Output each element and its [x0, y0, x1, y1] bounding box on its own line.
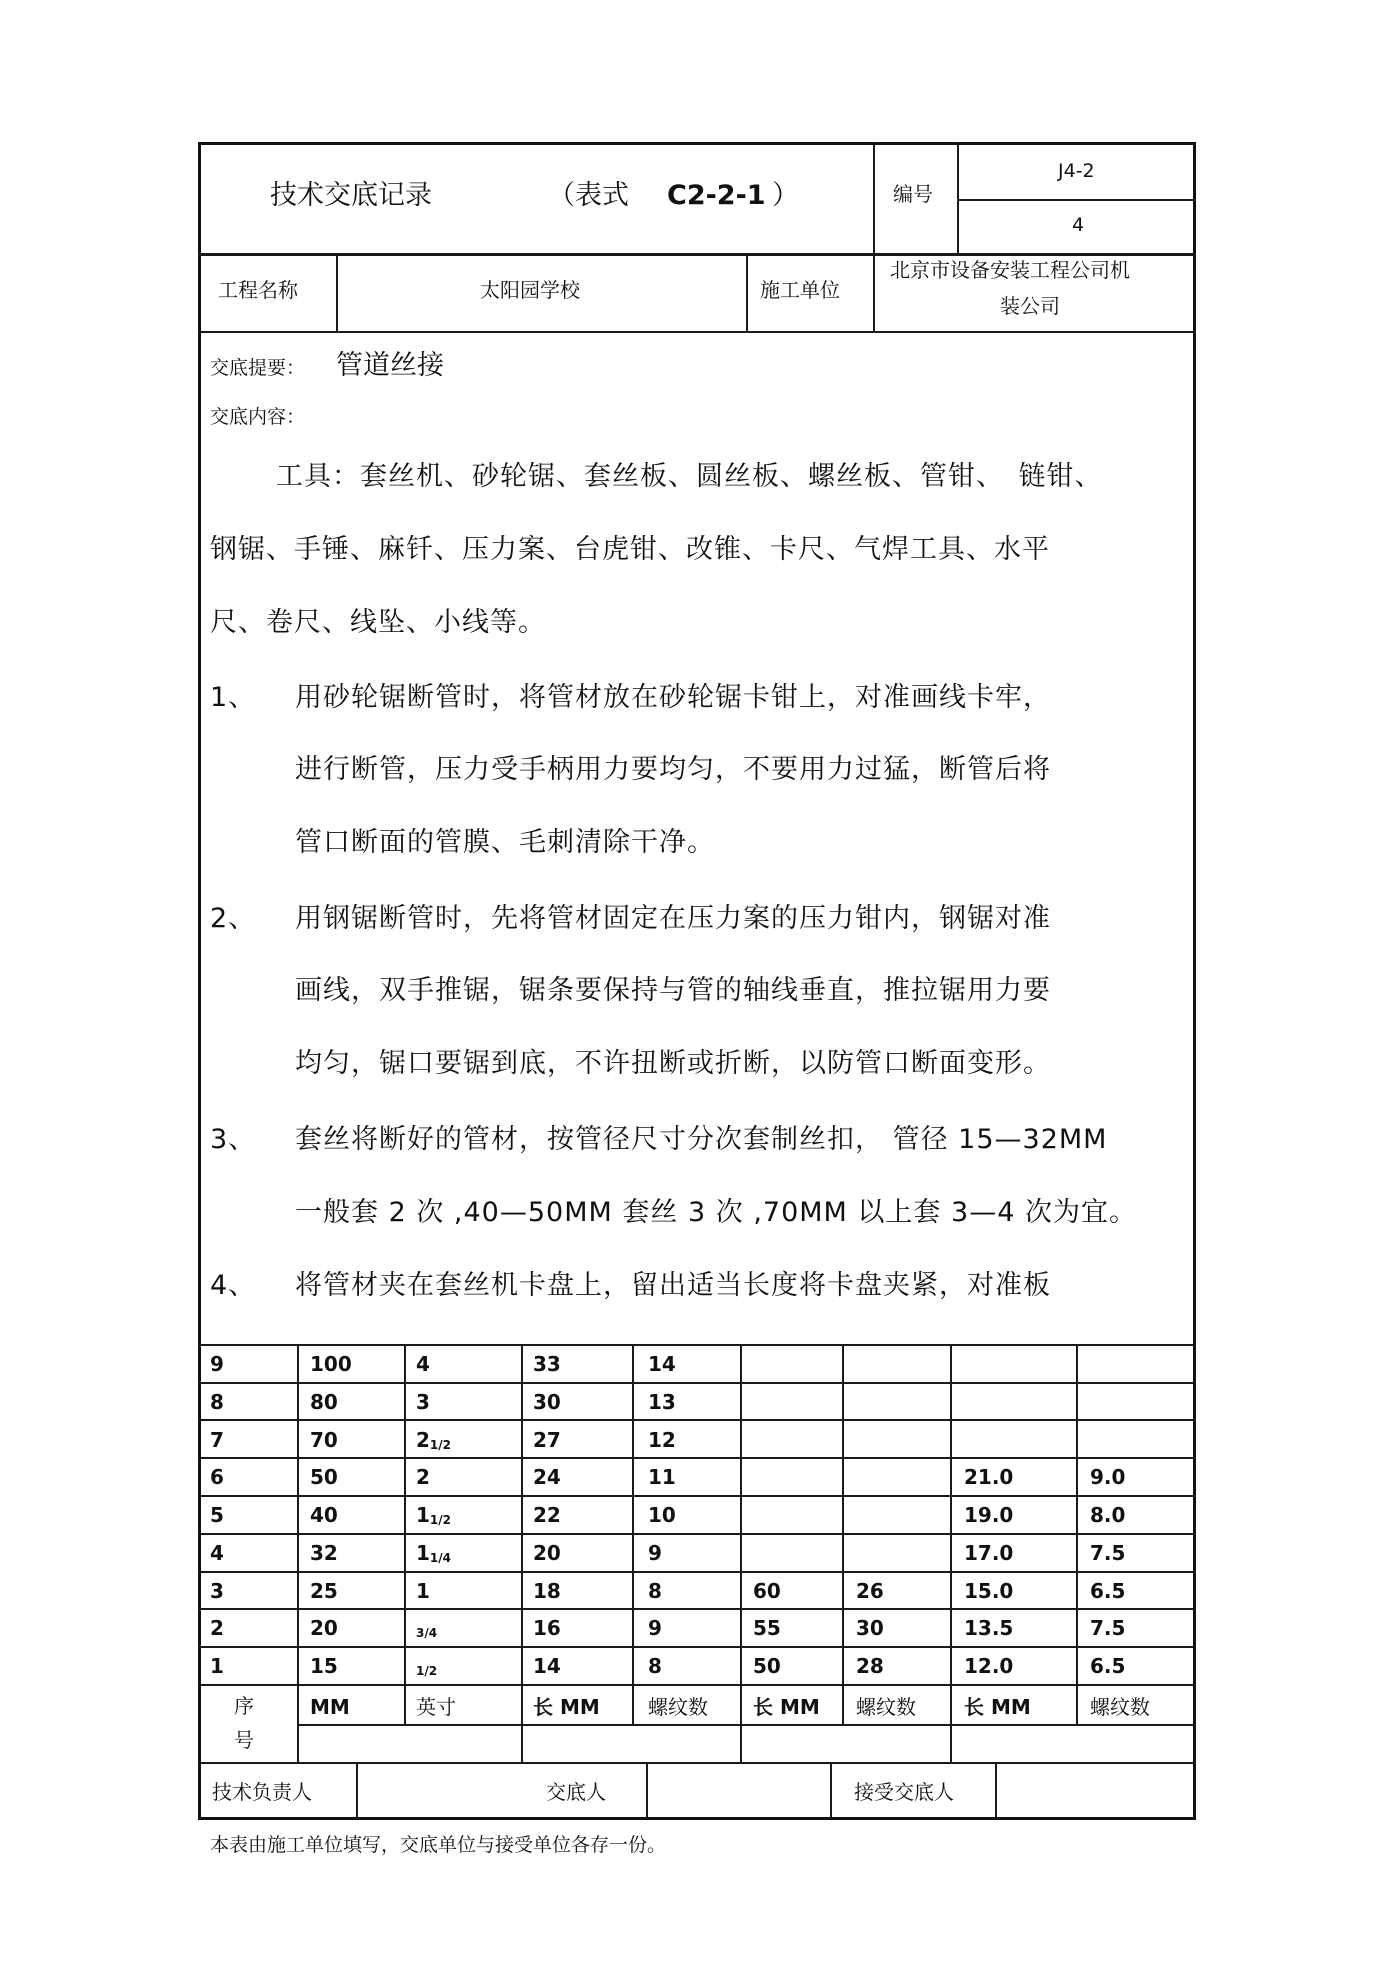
cell-len3: 13.5 — [964, 1616, 1014, 1640]
col-header-thr2: 螺纹数 — [856, 1695, 916, 1719]
cell-seq: 7 — [210, 1428, 224, 1452]
inch-fraction: 3/4 — [416, 1626, 438, 1640]
item-1-num: 1、 — [210, 682, 257, 713]
form-code-open: （表式 — [548, 180, 629, 211]
cell-thr1: 13 — [648, 1390, 676, 1414]
form-code-id: C2-2-1 — [667, 180, 766, 211]
cell-inch: 4 — [416, 1352, 430, 1376]
cell-len1: 24 — [533, 1465, 561, 1489]
item-2-line-3: 均匀，锯口要锯到底，不许扭断或折断，以防管口断面变形。 — [295, 1048, 1051, 1079]
col-header-inch: 英寸 — [416, 1695, 456, 1719]
cell-seq: 8 — [210, 1390, 224, 1414]
construction-unit-value-1: 北京市设备安装工程公司机 — [890, 258, 1130, 282]
cell-thr1: 11 — [648, 1465, 676, 1489]
summary-label: 交底提要： — [210, 357, 306, 379]
cell-seq: 2 — [210, 1616, 224, 1640]
cell-len1: 14 — [533, 1654, 561, 1678]
col-header-thr1: 螺纹数 — [648, 1695, 708, 1719]
cell-thr3: 7.5 — [1090, 1541, 1126, 1565]
cell-len1: 22 — [533, 1503, 561, 1527]
cell-mm: 80 — [310, 1390, 338, 1414]
item-3-num: 3、 — [210, 1124, 257, 1155]
cell-seq: 1 — [210, 1654, 224, 1678]
content-label: 交底内容： — [210, 406, 306, 428]
col-header-len1: 长 MM — [533, 1695, 600, 1719]
cell-thr3: 8.0 — [1090, 1503, 1126, 1527]
cell-len3: 17.0 — [964, 1541, 1014, 1565]
cell-len1: 30 — [533, 1390, 561, 1414]
number-label: 编号 — [893, 182, 933, 206]
cell-mm: 20 — [310, 1616, 338, 1640]
tools-line-3: 尺、卷尺、线坠、小线等。 — [210, 607, 546, 638]
col-header-len2: 长 MM — [753, 1695, 820, 1719]
cell-thr1: 12 — [648, 1428, 676, 1452]
cell-thr2: 26 — [856, 1579, 884, 1603]
cell-thr2: 28 — [856, 1654, 884, 1678]
item-2-line-1: 用钢锯断管时，先将管材固定在压力案的压力钳内，钢锯对准 — [295, 903, 1051, 934]
col-header-mm: MM — [310, 1695, 350, 1719]
cell-inch: 3 — [416, 1390, 430, 1414]
project-name-label: 工程名称 — [218, 278, 298, 302]
cell-thr3: 9.0 — [1090, 1465, 1126, 1489]
discloser-label: 交底人 — [546, 1780, 606, 1804]
cell-len1: 20 — [533, 1541, 561, 1565]
cell-inch: $2_{1/2}$ — [416, 1428, 452, 1452]
cell-len3: 12.0 — [964, 1654, 1014, 1678]
inch-fraction: 1/2 — [416, 1664, 438, 1678]
cell-inch — [416, 1656, 437, 1677]
cell-inch: $1_{1/2}$ — [416, 1503, 452, 1527]
item-4-num: 4、 — [210, 1270, 257, 1301]
inch-fraction: 1/2 — [429, 1513, 452, 1527]
cell-mm: 15 — [310, 1654, 338, 1678]
page-title: 技术交底记录 — [270, 180, 432, 211]
cell-thr3: 6.5 — [1090, 1579, 1126, 1603]
cell-thr3: 6.5 — [1090, 1654, 1126, 1678]
item-2-line-2: 画线，双手推锯，锯条要保持与管的轴线垂直，推拉锯用力要 — [295, 975, 1051, 1006]
cell-thr2: 30 — [856, 1616, 884, 1640]
col-header-len3: 长 MM — [964, 1695, 1031, 1719]
item-2-num: 2、 — [210, 903, 257, 934]
item-3-line-1: 套丝将断好的管材，按管径尺寸分次套制丝扣， 管径 15—32MM — [295, 1124, 1108, 1155]
tools-line-1: 工具：套丝机、砂轮锯、套丝板、圆丝板、螺丝板、管钳、 链钳、 — [276, 461, 1103, 492]
cell-inch: 1 — [416, 1579, 430, 1603]
cell-mm: 32 — [310, 1541, 338, 1565]
item-4-line-1: 将管材夹在套丝机卡盘上，留出适当长度将卡盘夹紧，对准板 — [295, 1270, 1051, 1301]
cell-mm: 40 — [310, 1503, 338, 1527]
cell-seq: 3 — [210, 1579, 224, 1603]
cell-len2: 55 — [753, 1616, 781, 1640]
cell-seq: 5 — [210, 1503, 224, 1527]
cell-thr1: 9 — [648, 1541, 662, 1565]
cell-mm: 70 — [310, 1428, 338, 1452]
cell-len2: 50 — [753, 1654, 781, 1678]
cell-len3: 15.0 — [964, 1579, 1014, 1603]
tech-lead-label: 技术负责人 — [212, 1780, 312, 1804]
cell-mm: 50 — [310, 1465, 338, 1489]
cell-mm: 100 — [310, 1352, 352, 1376]
cell-len1: 16 — [533, 1616, 561, 1640]
construction-unit-value-2: 装公司 — [1000, 294, 1060, 318]
inch-fraction: 1/2 — [429, 1438, 452, 1452]
cell-seq: 6 — [210, 1465, 224, 1489]
col-header-seq-bottom: 号 — [234, 1728, 254, 1752]
form-code-close: ） — [772, 180, 799, 211]
cell-len1: 27 — [533, 1428, 561, 1452]
col-header-thr3: 螺纹数 — [1090, 1695, 1150, 1719]
cell-thr1: 10 — [648, 1503, 676, 1527]
cell-inch: $1_{1/4}$ — [416, 1541, 452, 1565]
item-1-line-3: 管口断面的管膜、毛刺清除干净。 — [295, 827, 715, 858]
cell-thr1: 14 — [648, 1352, 676, 1376]
number-bottom-value: 4 — [1072, 214, 1085, 236]
construction-unit-label: 施工单位 — [760, 278, 840, 302]
summary-value: 管道丝接 — [336, 350, 444, 381]
cell-len2: 60 — [753, 1579, 781, 1603]
cell-thr1: 8 — [648, 1579, 662, 1603]
cell-thr1: 8 — [648, 1654, 662, 1678]
inch-fraction: 1/4 — [429, 1551, 452, 1565]
cell-len3: 19.0 — [964, 1503, 1014, 1527]
cell-thr1: 9 — [648, 1616, 662, 1640]
cell-len3: 21.0 — [964, 1465, 1014, 1489]
receiver-label: 接受交底人 — [854, 1780, 954, 1804]
cell-mm: 25 — [310, 1579, 338, 1603]
cell-inch — [416, 1618, 437, 1639]
footnote: 本表由施工单位填写，交底单位与接受单位各存一份。 — [210, 1834, 667, 1856]
cell-seq: 4 — [210, 1541, 224, 1565]
cell-len1: 33 — [533, 1352, 561, 1376]
cell-seq: 9 — [210, 1352, 224, 1376]
cell-len1: 18 — [533, 1579, 561, 1603]
cell-inch: 2 — [416, 1465, 430, 1489]
item-3-line-2: 一般套 2 次 ,40—50MM 套丝 3 次 ,70MM 以上套 3—4 次为宜。 — [295, 1197, 1137, 1228]
item-1-line-1: 用砂轮锯断管时，将管材放在砂轮锯卡钳上，对准画线卡牢， — [295, 682, 1051, 713]
project-name-value: 太阳园学校 — [480, 278, 580, 302]
tools-line-2: 钢锯、手锤、麻钎、压力案、台虎钳、改锥、卡尺、气焊工具、水平 — [210, 534, 1050, 565]
col-header-seq-top: 序 — [234, 1694, 254, 1718]
cell-thr3: 7.5 — [1090, 1616, 1126, 1640]
item-1-line-2: 进行断管，压力受手柄用力要均匀，不要用力过猛，断管后将 — [295, 754, 1051, 785]
number-top-value: J4-2 — [1058, 160, 1095, 182]
